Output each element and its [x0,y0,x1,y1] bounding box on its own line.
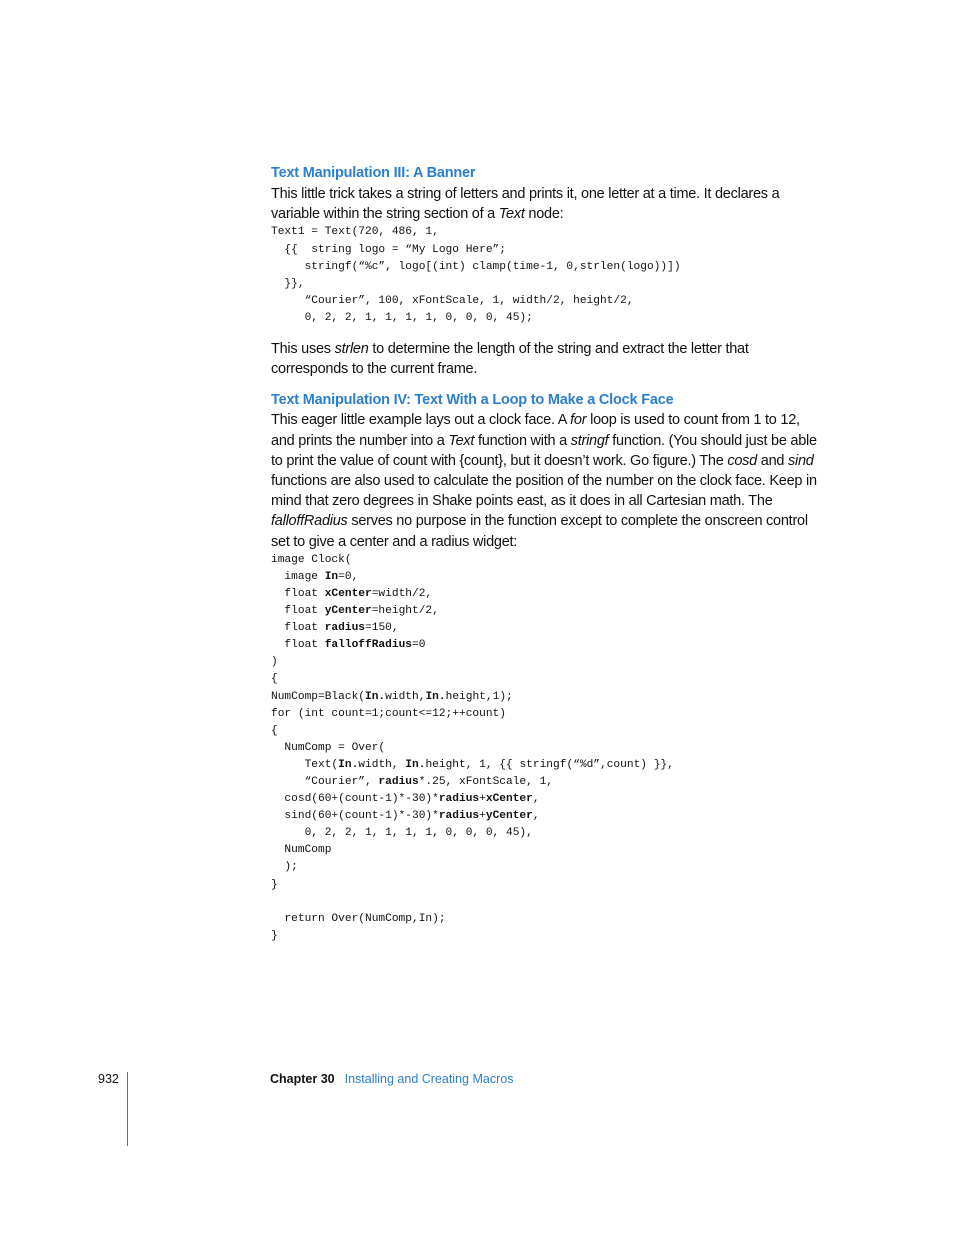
text-run-italic: Text [498,206,525,223]
code-line: { [271,724,278,737]
code-bold: radius [438,793,480,806]
text-run-italic: for [570,412,587,429]
code-line: return Over(NumComp,In); [271,912,446,925]
code-run: cosd(60+(count-1)*-30)* [271,793,439,806]
text-run-italic: sind [787,452,814,469]
text-run: This eager little example lays out a clock face. A [271,412,571,429]
section-heading-clock-face: Text Manipulation IV: Text With a Loop to Make a Clock Face [271,392,674,409]
code-bold: In. [425,690,446,703]
code-line: 0, 2, 2, 1, 1, 1, 1, 0, 0, 0, 45); [271,311,533,324]
code-run: width, [385,690,426,703]
code-line: stringf(“%c”, logo[(int) clamp(time-1, 0,strlen(logo))]) [271,260,681,273]
code-bold: In. [365,690,386,703]
text-run: This little trick takes a string of letters and prints it, one letter at a time. It declares a variable within the string section of a [271,186,780,223]
code-bold: falloffRadius [324,639,412,652]
clock-code-block [271,552,821,945]
code-run: , [532,793,540,806]
code-run: *.25, xFontScale, 1, [418,776,553,789]
footer-divider [127,1072,128,1146]
text-run: to determine the length of the string and extract the letter that corresponds to the current frame. [271,340,749,378]
code-bold: yCenter [485,810,533,823]
clock-intro-paragraph [271,410,821,551]
code-bold: radius [378,776,419,789]
code-line: ) [271,656,278,669]
code-run: =0 [412,639,426,652]
code-line: image Clock( [271,553,352,566]
text-run: loop is used to count from 1 to 12, and prints the number into a [271,412,800,449]
code-run: “Courier”, [271,776,379,789]
chapter-label: Chapter 30 [270,1072,335,1086]
code-line: Text1 = Text(720, 486, 1, [271,226,439,239]
code-run: float [271,639,325,652]
code-line: ); [271,861,298,874]
code-run: Text( [271,758,339,771]
text-run: functions are also used to calculate the position of the number on the clock face. Keep in mind that zero degrees in Shake points east, as it does in all Cartesian math. The [271,472,817,510]
code-run: image [271,570,325,583]
code-run: + [479,793,486,806]
code-run: height,1); [445,690,513,703]
running-footer [270,1072,513,1086]
banner-code-block [271,224,821,327]
code-line: “Courier”, 100, xFontScale, 1, width/2, height/2, [271,294,634,307]
code-line: for (int count=1;count<=12;++count) [271,707,506,720]
code-line: } [271,878,278,891]
banner-explanation-paragraph [271,339,821,379]
chapter-title: Installing and Creating Macros [344,1072,514,1086]
code-run: NumComp=Black( [271,690,365,703]
text-run: and [756,452,788,469]
text-run: node: [524,206,564,223]
text-run: This uses [271,340,335,357]
text-run-italic: strlen [334,340,369,357]
code-run: sind(60+(count-1)*-30)* [271,810,439,823]
code-run: float [271,605,325,618]
text-run-italic: falloffRadius [271,513,348,530]
code-run: float [271,622,325,635]
code-bold: radius [324,622,366,635]
code-run: =height/2, [371,605,439,618]
page-number: 932 [98,1072,119,1086]
code-run: height, 1, {{ stringf(“%d”,count) }}, [425,758,674,771]
code-bold: radius [438,810,480,823]
banner-intro-paragraph [271,184,821,224]
text-run: function with a [474,432,571,449]
text-run-italic: stringf [570,432,609,449]
code-run: width, [358,758,406,771]
code-run: =0, [338,570,359,583]
code-run: =150, [365,622,399,635]
text-run-italic: Text [448,432,475,449]
code-run: =width/2, [371,587,433,600]
code-line: { [271,673,278,686]
text-run-italic: cosd [727,452,757,469]
page-content [271,163,821,945]
code-run: float [271,587,325,600]
code-run: , [532,810,540,823]
code-line: }}, [271,277,305,290]
code-bold: In. [338,758,359,771]
code-bold: In. [405,758,426,771]
section-heading-banner: Text Manipulation III: A Banner [271,165,476,181]
text-run: function. (You should just be able to print the value of count with {count}, but it doesn’t work. Go figure.) The [271,432,817,469]
code-bold: xCenter [324,587,372,600]
code-run: + [479,810,486,823]
text-run: serves no purpose in the function except to complete the onscreen control set to give a center and a radius widget: [271,513,808,550]
code-bold: yCenter [324,605,372,618]
code-line: NumComp [271,844,332,857]
code-bold: xCenter [485,793,533,806]
code-line: {{ string logo = “My Logo Here”; [271,243,506,256]
code-line: } [271,929,278,942]
code-bold: In [324,570,339,583]
code-line: NumComp = Over( [271,741,386,754]
code-line: 0, 2, 2, 1, 1, 1, 1, 0, 0, 0, 45), [271,827,533,840]
